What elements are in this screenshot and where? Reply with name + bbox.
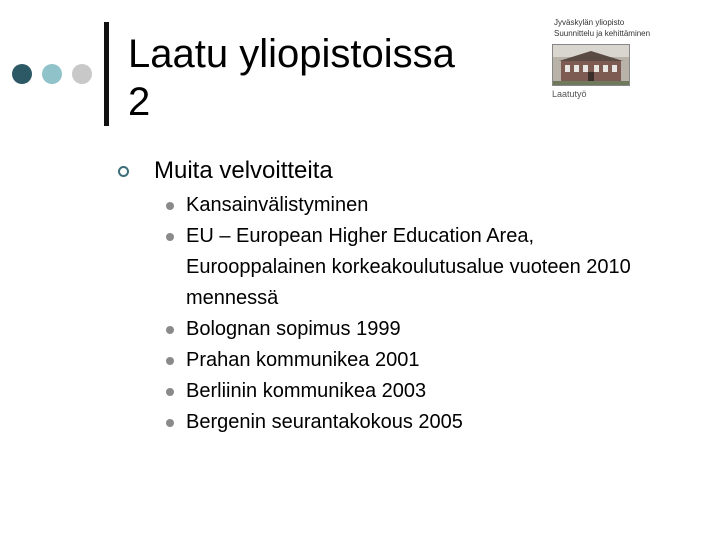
list-item [166,190,646,221]
dot-bullet-icon [166,233,174,241]
grey-dot [72,64,92,84]
list-item [166,314,646,345]
dot-bullet-icon [166,388,174,396]
list-item [166,345,646,376]
light-teal-dot [42,64,62,84]
logo-subtitle: Laatutyö [552,89,587,99]
list-item-text: Bergenin seurantakokous 2005 [186,411,463,433]
list-item-text: Kansainvälistyminen [186,194,369,216]
list-item-text: Bolognan sopimus 1999 [186,318,401,340]
list-item [166,407,646,438]
logo-caption-unit: Suunnittelu ja kehittäminen [554,29,651,38]
decorative-dots [12,64,96,86]
sub-bullet-list [166,190,646,438]
list-item-text: EU – European Higher Education Area, Eurooppalainen korkeakoulutusalue vuoteen 2010 mennessä [186,225,631,309]
dark-teal-dot [12,64,32,84]
list-item-text: Prahan kommunikea 2001 [186,349,420,371]
list-item [166,376,646,407]
dot-bullet-icon [166,202,174,210]
ring-bullet-icon [118,166,129,177]
slide-title-line1: Laatu yliopistoissa [128,32,455,76]
slide-title-line2: 2 [128,80,151,124]
building-illustration [553,45,629,85]
logo-caption-university: Jyväskylän yliopisto [554,18,625,27]
university-building-image [552,44,630,86]
dot-bullet-icon [166,326,174,334]
bullet-heading-text: Muita velvoitteita [154,157,333,184]
list-item-text: Berliinin kommunikea 2003 [186,380,427,402]
slide-title [128,30,508,126]
list-item [166,221,646,314]
dot-bullet-icon [166,419,174,427]
title-divider-bar [104,22,109,126]
dot-bullet-icon [166,357,174,365]
